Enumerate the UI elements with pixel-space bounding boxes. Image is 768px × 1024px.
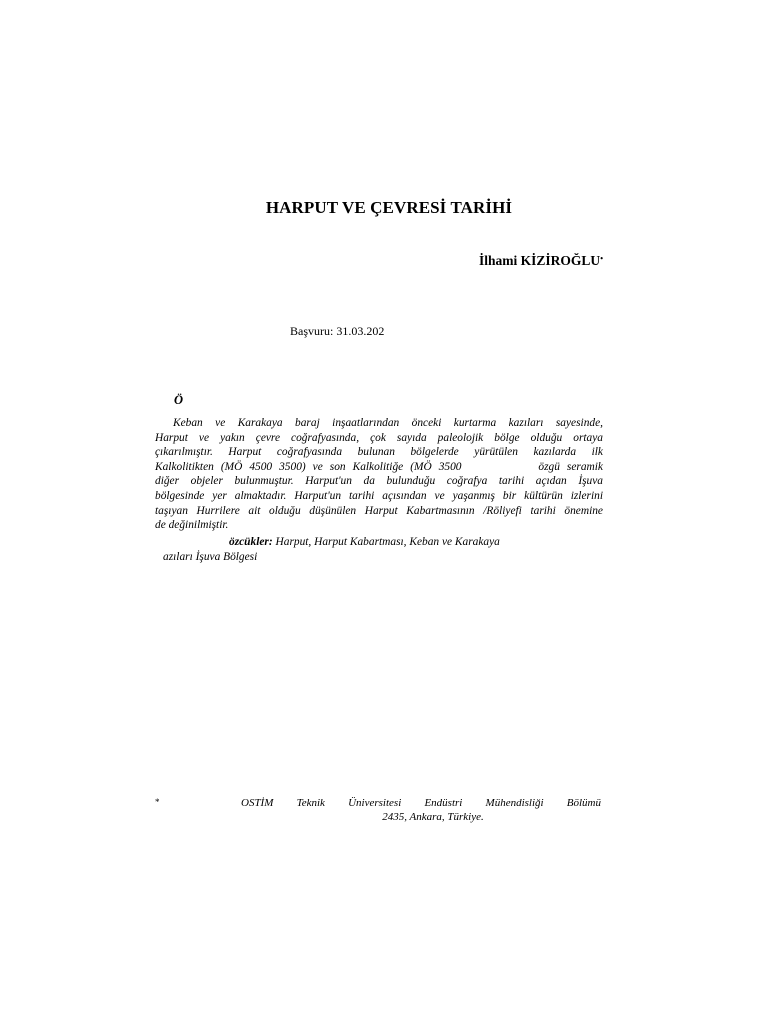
abstract-line: Harput ve yakın çevre coğrafyasında, çok sayıda paleolojik bölge olduğu ortaya bbox=[155, 431, 603, 444]
author-name: İlhami KİZİROĞLU bbox=[479, 253, 601, 268]
paper-title: HARPUT VE ÇEVRESİ TARİHİ bbox=[265, 198, 513, 217]
abstract-line: bölgesinde yer almaktadır. Harput'un tarihi açısından ve yaşanmış bir kültürün izlerini bbox=[155, 489, 603, 502]
footnote-line: OSTİM Teknik Üniversitesi Endüstri Mühendisliği Bölümü bbox=[241, 797, 601, 809]
abstract-body bbox=[155, 416, 603, 533]
keywords-line-2: azıları İşuva Bölgesi bbox=[163, 550, 258, 563]
affiliation-footnote bbox=[155, 797, 601, 824]
abstract-line: de değinilmiştir. bbox=[155, 519, 229, 532]
author-footnote-mark: • bbox=[600, 254, 603, 263]
abstract-line: Kalkolitikten (MÖ 4500 3500) ve son Kalkolitiğe (MÖ 3500 özgü seramik bbox=[155, 460, 603, 473]
footnote-mark: * bbox=[155, 797, 160, 807]
received-date: Başvuru: 31.03.202 bbox=[290, 324, 385, 338]
abstract-heading: Ö bbox=[174, 393, 184, 407]
keywords-line bbox=[163, 535, 563, 550]
abstract-line: diğer objeler bulunmuştur. Harput'un da bulunduğu coğrafya tarihi açıdan İşuva bbox=[155, 475, 603, 488]
abstract-line: çıkarılmıştır. Harput coğrafyasında bulunan bölgelerde yürütülen kazılarda ilk bbox=[155, 446, 603, 459]
author-line bbox=[479, 253, 603, 269]
abstract-line: Keban ve Karakaya baraj inşaatlarından önceki kurtarma kazıları sayesinde, bbox=[173, 417, 603, 429]
keywords-text: Harput, Harput Kabartması, Keban ve Karakaya bbox=[272, 536, 500, 548]
abstract-line: taşıyan Hurrilere ait olduğu düşünülen Harput Kabartmasının /Röliyefi tarihi önemine bbox=[155, 504, 603, 517]
keywords-block bbox=[163, 535, 563, 564]
footnote-line-2: 2435, Ankara, Türkiye. bbox=[382, 810, 484, 823]
keywords-label: özcükler: bbox=[229, 536, 273, 548]
